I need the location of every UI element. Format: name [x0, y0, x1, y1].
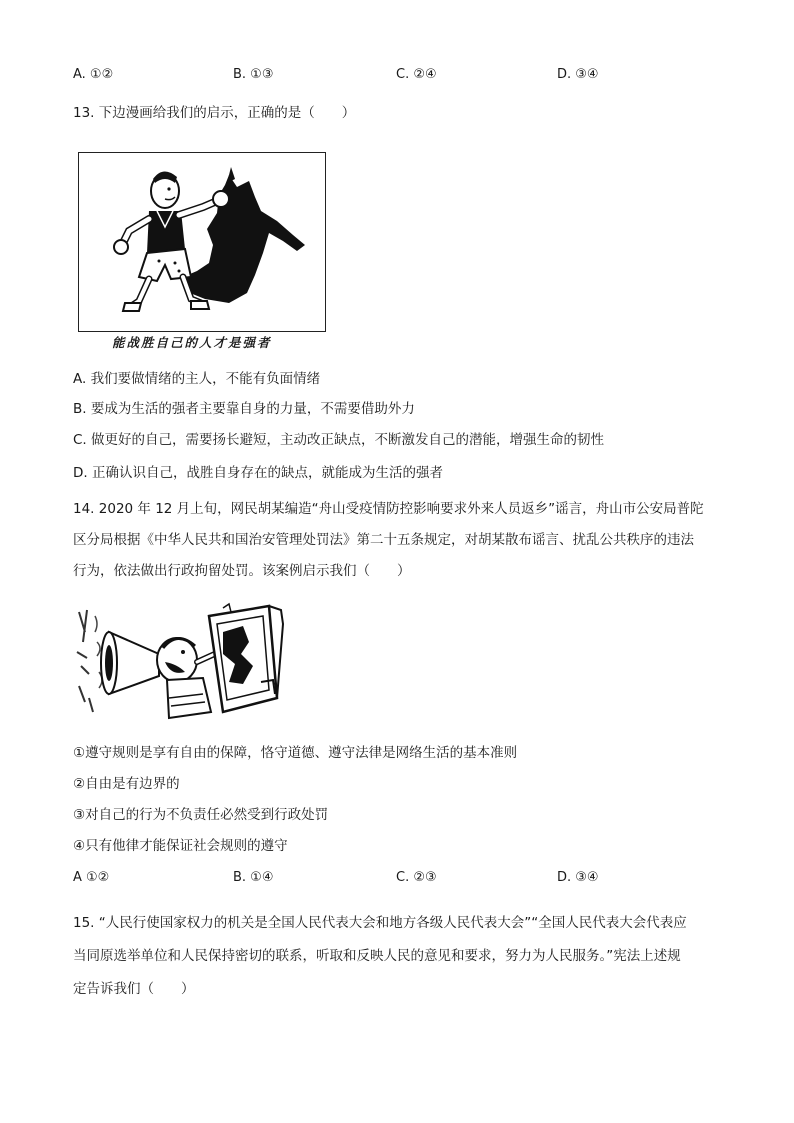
q12-option-a[interactable]: A. ①② — [73, 67, 114, 82]
q12-option-c[interactable]: C. ②④ — [396, 67, 437, 82]
q13-cartoon-caption: 能战胜自己的人才是强者 — [112, 335, 272, 350]
q12-option-b[interactable]: B. ①③ — [233, 67, 274, 82]
q14-statement-2: ②自由是有边界的 — [73, 776, 180, 792]
q14-cartoon-image — [73, 602, 285, 724]
q14-option-b[interactable]: B. ①④ — [233, 870, 274, 885]
q15-stem-line-1: 15. “人民行使国家权力的机关是全国人民代表大会和地方各级人民代表大会”“全国人民代表大会代表应 — [73, 915, 687, 931]
megaphone-rumor-illustration — [73, 602, 285, 724]
q14-option-d[interactable]: D. ③④ — [557, 870, 599, 885]
q14-stem-line-2: 区分局根据《中华人民共和国治安管理处罚法》第二十五条规定，对胡某散布谣言、扰乱公共秩序的违法 — [73, 532, 694, 548]
q15-stem-line-3: 定告诉我们（ ） — [73, 981, 195, 997]
q14-statement-4: ④只有他律才能保证社会规则的遵守 — [73, 838, 288, 854]
q15-stem — [73, 907, 733, 1006]
q13-option-d[interactable]: D. 正确认识自己，战胜自身存在的缺点，就能成为生活的强者 — [73, 465, 443, 481]
q14-stem — [73, 494, 723, 587]
q14-stem-line-1: 14. 2020 年 12 月上旬，网民胡某编造“舟山受疫情防控影响要求外来人员返乡”谣言，舟山市公安局普陀 — [73, 501, 704, 517]
q13-stem: 13. 下边漫画给我们的启示，正确的是（ ） — [73, 105, 356, 121]
q15-stem-line-2: 当同原选举单位和人民保持密切的联系，听取和反映人民的意见和要求，努力为人民服务。”宪法上述规 — [73, 948, 681, 964]
q14-stem-line-3: 行为，依法做出行政拘留处罚。该案例启示我们（ ） — [73, 563, 411, 579]
q13-option-a[interactable]: A. 我们要做情绪的主人，不能有负面情绪 — [73, 371, 321, 387]
q14-statement-3: ③对自己的行为不负责任必然受到行政处罚 — [73, 807, 329, 823]
q13-cartoon-image — [78, 152, 326, 332]
q13-option-b[interactable]: B. 要成为生活的强者主要靠自身的力量，不需要借助外力 — [73, 401, 415, 417]
q12-option-d[interactable]: D. ③④ — [557, 67, 599, 82]
boxing-shadow-illustration — [79, 153, 325, 331]
q14-statement-1: ①遵守规则是享有自由的保障，恪守道德、遵守法律是网络生活的基本准则 — [73, 745, 518, 761]
q14-option-c[interactable]: C. ②③ — [396, 870, 437, 885]
q14-option-a[interactable]: A ①② — [73, 870, 110, 885]
q13-option-c[interactable]: C. 做更好的自己，需要扬长避短，主动改正缺点，不断激发自己的潜能，增强生命的韧性 — [73, 432, 605, 448]
